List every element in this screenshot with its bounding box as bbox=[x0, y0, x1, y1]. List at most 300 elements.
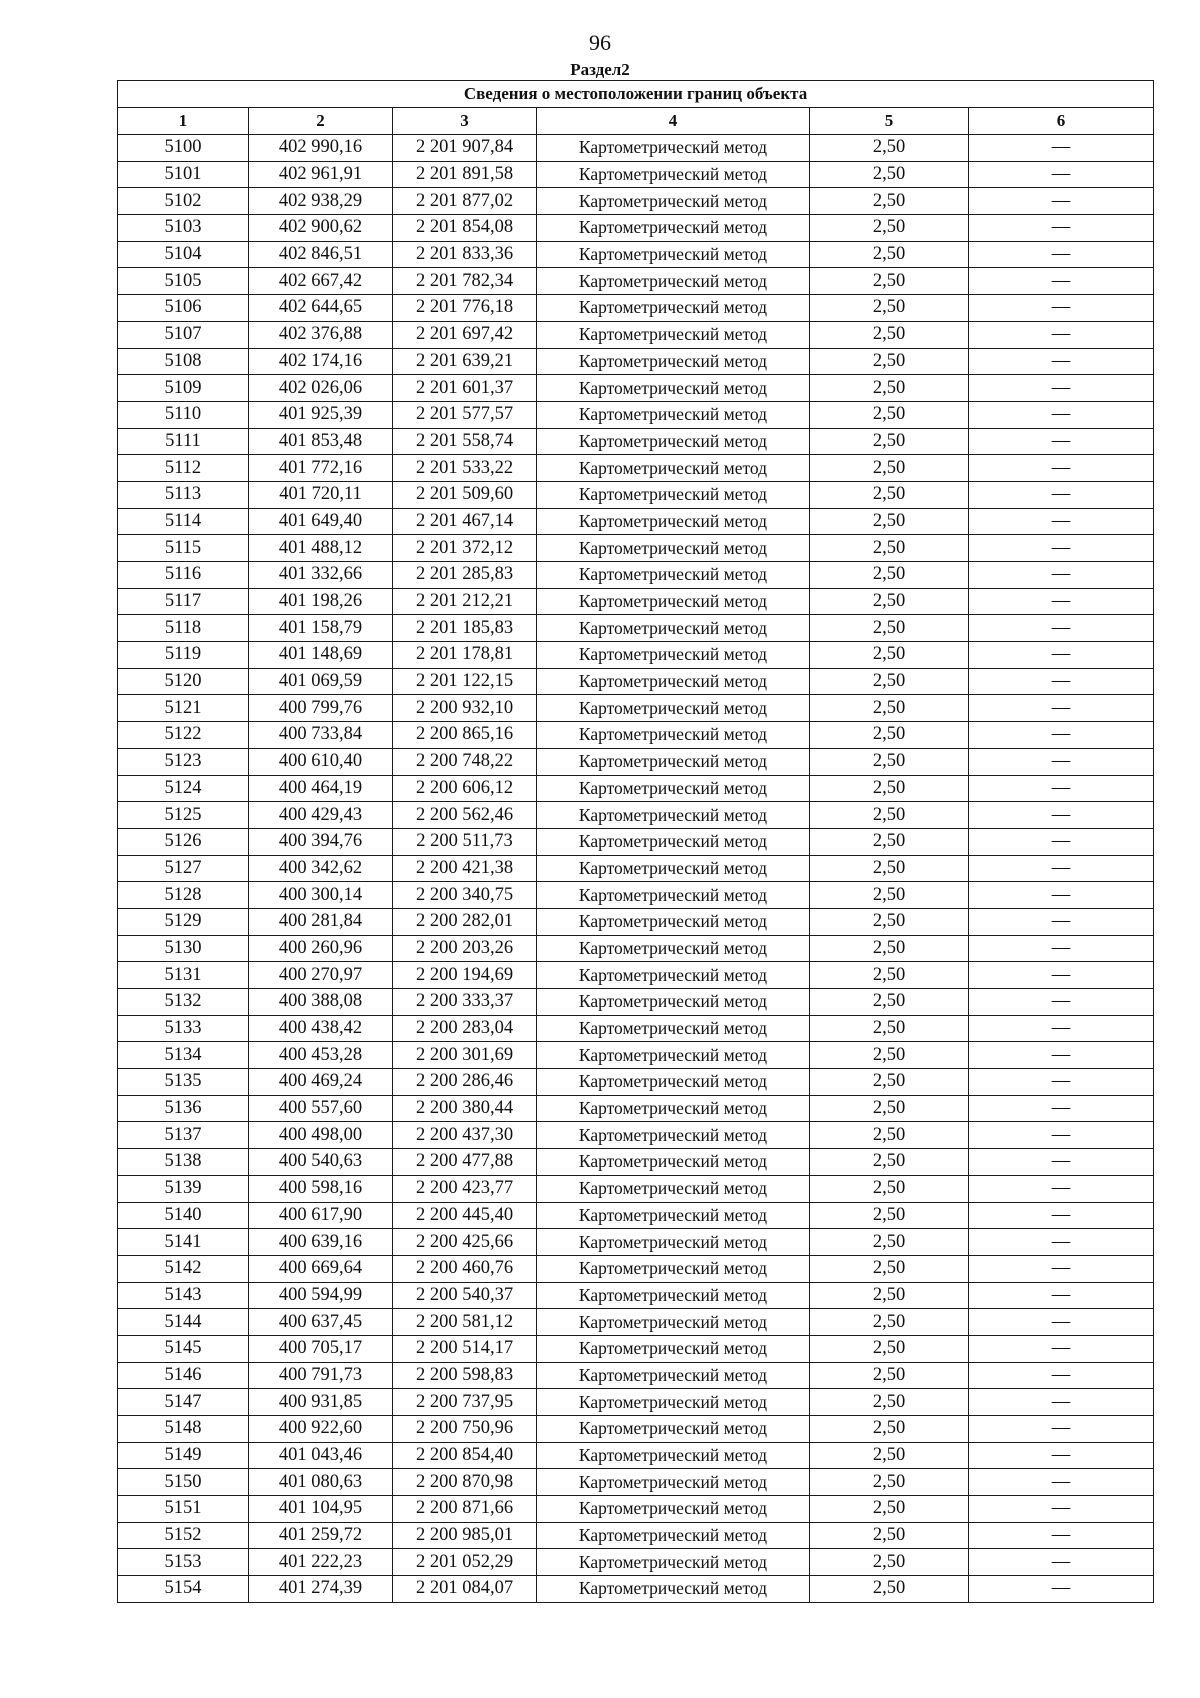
point-number-cell: 5111 bbox=[118, 428, 249, 455]
table-row bbox=[118, 908, 1154, 935]
table-row bbox=[118, 1549, 1154, 1576]
note-cell: — bbox=[969, 935, 1154, 962]
column-header: 3 bbox=[393, 108, 537, 135]
table-row bbox=[118, 1015, 1154, 1042]
table-row bbox=[118, 962, 1154, 989]
x-coordinate-cell: 400 260,96 bbox=[249, 935, 393, 962]
method-cell: Картометрический метод bbox=[537, 241, 810, 268]
accuracy-cell: 2,50 bbox=[810, 1255, 969, 1282]
x-coordinate-cell: 400 637,45 bbox=[249, 1309, 393, 1336]
x-coordinate-cell: 401 772,16 bbox=[249, 455, 393, 482]
note-cell: — bbox=[969, 1149, 1154, 1176]
y-coordinate-cell: 2 201 907,84 bbox=[393, 135, 537, 162]
method-cell: Картометрический метод bbox=[537, 1149, 810, 1176]
x-coordinate-cell: 402 644,65 bbox=[249, 295, 393, 322]
y-coordinate-cell: 2 200 286,46 bbox=[393, 1069, 537, 1096]
accuracy-cell: 2,50 bbox=[810, 1442, 969, 1469]
y-coordinate-cell: 2 200 194,69 bbox=[393, 962, 537, 989]
y-coordinate-cell: 2 200 606,12 bbox=[393, 775, 537, 802]
column-header: 6 bbox=[969, 108, 1154, 135]
method-cell: Картометрический метод bbox=[537, 455, 810, 482]
method-cell: Картометрический метод bbox=[537, 295, 810, 322]
table-row bbox=[118, 562, 1154, 589]
point-number-cell: 5115 bbox=[118, 535, 249, 562]
method-cell: Картометрический метод bbox=[537, 1442, 810, 1469]
table-row bbox=[118, 1362, 1154, 1389]
note-cell: — bbox=[969, 1202, 1154, 1229]
x-coordinate-cell: 401 649,40 bbox=[249, 508, 393, 535]
table-row bbox=[118, 1309, 1154, 1336]
table-row bbox=[118, 1069, 1154, 1096]
note-cell: — bbox=[969, 722, 1154, 749]
y-coordinate-cell: 2 201 212,21 bbox=[393, 588, 537, 615]
method-cell: Картометрический метод bbox=[537, 802, 810, 829]
table-row bbox=[118, 535, 1154, 562]
y-coordinate-cell: 2 200 340,75 bbox=[393, 882, 537, 909]
point-number-cell: 5133 bbox=[118, 1015, 249, 1042]
x-coordinate-cell: 402 846,51 bbox=[249, 241, 393, 268]
accuracy-cell: 2,50 bbox=[810, 215, 969, 242]
table-row bbox=[118, 1149, 1154, 1176]
accuracy-cell: 2,50 bbox=[810, 1576, 969, 1603]
point-number-cell: 5117 bbox=[118, 588, 249, 615]
point-number-cell: 5150 bbox=[118, 1469, 249, 1496]
method-cell: Картометрический метод bbox=[537, 1496, 810, 1523]
accuracy-cell: 2,50 bbox=[810, 722, 969, 749]
note-cell: — bbox=[969, 348, 1154, 375]
section-label: Раздел2 bbox=[570, 60, 630, 79]
x-coordinate-cell: 400 394,76 bbox=[249, 828, 393, 855]
note-cell: — bbox=[969, 455, 1154, 482]
table-row bbox=[118, 1522, 1154, 1549]
point-number-cell: 5121 bbox=[118, 695, 249, 722]
note-cell: — bbox=[969, 321, 1154, 348]
note-cell: — bbox=[969, 508, 1154, 535]
x-coordinate-cell: 402 376,88 bbox=[249, 321, 393, 348]
x-coordinate-cell: 400 388,08 bbox=[249, 989, 393, 1016]
y-coordinate-cell: 2 200 854,40 bbox=[393, 1442, 537, 1469]
y-coordinate-cell: 2 201 084,07 bbox=[393, 1576, 537, 1603]
note-cell: — bbox=[969, 615, 1154, 642]
y-coordinate-cell: 2 200 283,04 bbox=[393, 1015, 537, 1042]
point-number-cell: 5118 bbox=[118, 615, 249, 642]
method-cell: Картометрический метод bbox=[537, 1576, 810, 1603]
y-coordinate-cell: 2 200 985,01 bbox=[393, 1522, 537, 1549]
accuracy-cell: 2,50 bbox=[810, 1549, 969, 1576]
accuracy-cell: 2,50 bbox=[810, 775, 969, 802]
accuracy-cell: 2,50 bbox=[810, 828, 969, 855]
y-coordinate-cell: 2 201 122,15 bbox=[393, 668, 537, 695]
y-coordinate-cell: 2 201 697,42 bbox=[393, 321, 537, 348]
method-cell: Картометрический метод bbox=[537, 1255, 810, 1282]
method-cell: Картометрический метод bbox=[537, 1175, 810, 1202]
accuracy-cell: 2,50 bbox=[810, 1469, 969, 1496]
table-row bbox=[118, 401, 1154, 428]
x-coordinate-cell: 400 270,97 bbox=[249, 962, 393, 989]
accuracy-cell: 2,50 bbox=[810, 321, 969, 348]
y-coordinate-cell: 2 200 437,30 bbox=[393, 1122, 537, 1149]
method-cell: Картометрический метод bbox=[537, 428, 810, 455]
note-cell: — bbox=[969, 588, 1154, 615]
x-coordinate-cell: 400 498,00 bbox=[249, 1122, 393, 1149]
point-number-cell: 5114 bbox=[118, 508, 249, 535]
x-coordinate-cell: 401 259,72 bbox=[249, 1522, 393, 1549]
method-cell: Картометрический метод bbox=[537, 908, 810, 935]
accuracy-cell: 2,50 bbox=[810, 295, 969, 322]
accuracy-cell: 2,50 bbox=[810, 481, 969, 508]
point-number-cell: 5142 bbox=[118, 1255, 249, 1282]
table-row bbox=[118, 935, 1154, 962]
x-coordinate-cell: 401 925,39 bbox=[249, 401, 393, 428]
x-coordinate-cell: 401 104,95 bbox=[249, 1496, 393, 1523]
method-cell: Картометрический метод bbox=[537, 1335, 810, 1362]
x-coordinate-cell: 402 961,91 bbox=[249, 161, 393, 188]
accuracy-cell: 2,50 bbox=[810, 268, 969, 295]
note-cell: — bbox=[969, 1522, 1154, 1549]
table-row bbox=[118, 508, 1154, 535]
x-coordinate-cell: 401 198,26 bbox=[249, 588, 393, 615]
table-row bbox=[118, 1042, 1154, 1069]
table-row bbox=[118, 321, 1154, 348]
x-coordinate-cell: 400 639,16 bbox=[249, 1229, 393, 1256]
point-number-cell: 5136 bbox=[118, 1095, 249, 1122]
y-coordinate-cell: 2 200 581,12 bbox=[393, 1309, 537, 1336]
point-number-cell: 5134 bbox=[118, 1042, 249, 1069]
note-cell: — bbox=[969, 1255, 1154, 1282]
table-row bbox=[118, 1095, 1154, 1122]
column-header: 4 bbox=[537, 108, 810, 135]
point-number-cell: 5132 bbox=[118, 989, 249, 1016]
x-coordinate-cell: 400 598,16 bbox=[249, 1175, 393, 1202]
accuracy-cell: 2,50 bbox=[810, 989, 969, 1016]
point-number-cell: 5153 bbox=[118, 1549, 249, 1576]
x-coordinate-cell: 400 594,99 bbox=[249, 1282, 393, 1309]
table-row bbox=[118, 1255, 1154, 1282]
point-number-cell: 5129 bbox=[118, 908, 249, 935]
x-coordinate-cell: 401 158,79 bbox=[249, 615, 393, 642]
table-row bbox=[118, 642, 1154, 669]
x-coordinate-cell: 401 853,48 bbox=[249, 428, 393, 455]
method-cell: Картометрический метод bbox=[537, 161, 810, 188]
table-row bbox=[118, 188, 1154, 215]
x-coordinate-cell: 401 274,39 bbox=[249, 1576, 393, 1603]
method-cell: Картометрический метод bbox=[537, 348, 810, 375]
y-coordinate-cell: 2 200 871,66 bbox=[393, 1496, 537, 1523]
accuracy-cell: 2,50 bbox=[810, 962, 969, 989]
table-title: Сведения о местоположении границ объекта bbox=[118, 81, 1154, 108]
method-cell: Картометрический метод bbox=[537, 1069, 810, 1096]
column-header: 2 bbox=[249, 108, 393, 135]
boundary-coordinates-table bbox=[117, 80, 1154, 1603]
note-cell: — bbox=[969, 855, 1154, 882]
point-number-cell: 5106 bbox=[118, 295, 249, 322]
x-coordinate-cell: 400 342,62 bbox=[249, 855, 393, 882]
method-cell: Картометрический метод bbox=[537, 268, 810, 295]
accuracy-cell: 2,50 bbox=[810, 1282, 969, 1309]
note-cell: — bbox=[969, 1549, 1154, 1576]
table-row bbox=[118, 1442, 1154, 1469]
y-coordinate-cell: 2 200 865,16 bbox=[393, 722, 537, 749]
note-cell: — bbox=[969, 481, 1154, 508]
point-number-cell: 5119 bbox=[118, 642, 249, 669]
accuracy-cell: 2,50 bbox=[810, 1389, 969, 1416]
table-row bbox=[118, 375, 1154, 402]
table-row bbox=[118, 855, 1154, 882]
point-number-cell: 5139 bbox=[118, 1175, 249, 1202]
y-coordinate-cell: 2 200 477,88 bbox=[393, 1149, 537, 1176]
x-coordinate-cell: 400 705,17 bbox=[249, 1335, 393, 1362]
method-cell: Картометрический метод bbox=[537, 1282, 810, 1309]
method-cell: Картометрический метод bbox=[537, 668, 810, 695]
accuracy-cell: 2,50 bbox=[810, 1042, 969, 1069]
method-cell: Картометрический метод bbox=[537, 935, 810, 962]
x-coordinate-cell: 400 540,63 bbox=[249, 1149, 393, 1176]
note-cell: — bbox=[969, 428, 1154, 455]
y-coordinate-cell: 2 201 776,18 bbox=[393, 295, 537, 322]
table-row bbox=[118, 748, 1154, 775]
y-coordinate-cell: 2 201 639,21 bbox=[393, 348, 537, 375]
accuracy-cell: 2,50 bbox=[810, 1362, 969, 1389]
accuracy-cell: 2,50 bbox=[810, 748, 969, 775]
y-coordinate-cell: 2 201 533,22 bbox=[393, 455, 537, 482]
table-row bbox=[118, 695, 1154, 722]
method-cell: Картометрический метод bbox=[537, 588, 810, 615]
note-cell: — bbox=[969, 1335, 1154, 1362]
note-cell: — bbox=[969, 241, 1154, 268]
note-cell: — bbox=[969, 1069, 1154, 1096]
method-cell: Картометрический метод bbox=[537, 1202, 810, 1229]
accuracy-cell: 2,50 bbox=[810, 1202, 969, 1229]
y-coordinate-cell: 2 200 421,38 bbox=[393, 855, 537, 882]
accuracy-cell: 2,50 bbox=[810, 562, 969, 589]
accuracy-cell: 2,50 bbox=[810, 401, 969, 428]
table-row bbox=[118, 1469, 1154, 1496]
y-coordinate-cell: 2 200 748,22 bbox=[393, 748, 537, 775]
method-cell: Картометрический метод bbox=[537, 188, 810, 215]
x-coordinate-cell: 400 669,64 bbox=[249, 1255, 393, 1282]
table-row bbox=[118, 1282, 1154, 1309]
y-coordinate-cell: 2 201 833,36 bbox=[393, 241, 537, 268]
method-cell: Картометрический метод bbox=[537, 1095, 810, 1122]
accuracy-cell: 2,50 bbox=[810, 882, 969, 909]
note-cell: — bbox=[969, 215, 1154, 242]
method-cell: Картометрический метод bbox=[537, 882, 810, 909]
accuracy-cell: 2,50 bbox=[810, 1095, 969, 1122]
method-cell: Картометрический метод bbox=[537, 855, 810, 882]
point-number-cell: 5120 bbox=[118, 668, 249, 695]
method-cell: Картометрический метод bbox=[537, 695, 810, 722]
point-number-cell: 5144 bbox=[118, 1309, 249, 1336]
y-coordinate-cell: 2 200 282,01 bbox=[393, 908, 537, 935]
note-cell: — bbox=[969, 748, 1154, 775]
method-cell: Картометрический метод bbox=[537, 1389, 810, 1416]
table-row bbox=[118, 1496, 1154, 1523]
y-coordinate-cell: 2 200 460,76 bbox=[393, 1255, 537, 1282]
x-coordinate-cell: 401 222,23 bbox=[249, 1549, 393, 1576]
y-coordinate-cell: 2 200 737,95 bbox=[393, 1389, 537, 1416]
table-row bbox=[118, 241, 1154, 268]
column-header: 1 bbox=[118, 108, 249, 135]
note-cell: — bbox=[969, 1469, 1154, 1496]
note-cell: — bbox=[969, 135, 1154, 162]
table-row bbox=[118, 1122, 1154, 1149]
x-coordinate-cell: 400 733,84 bbox=[249, 722, 393, 749]
method-cell: Картометрический метод bbox=[537, 1469, 810, 1496]
table-row bbox=[118, 215, 1154, 242]
y-coordinate-cell: 2 200 423,77 bbox=[393, 1175, 537, 1202]
note-cell: — bbox=[969, 1095, 1154, 1122]
method-cell: Картометрический метод bbox=[537, 1042, 810, 1069]
x-coordinate-cell: 400 438,42 bbox=[249, 1015, 393, 1042]
y-coordinate-cell: 2 200 301,69 bbox=[393, 1042, 537, 1069]
point-number-cell: 5113 bbox=[118, 481, 249, 508]
accuracy-cell: 2,50 bbox=[810, 935, 969, 962]
method-cell: Картометрический метод bbox=[537, 1416, 810, 1443]
note-cell: — bbox=[969, 642, 1154, 669]
y-coordinate-cell: 2 201 877,02 bbox=[393, 188, 537, 215]
point-number-cell: 5122 bbox=[118, 722, 249, 749]
method-cell: Картометрический метод bbox=[537, 722, 810, 749]
method-cell: Картометрический метод bbox=[537, 508, 810, 535]
y-coordinate-cell: 2 201 558,74 bbox=[393, 428, 537, 455]
point-number-cell: 5105 bbox=[118, 268, 249, 295]
note-cell: — bbox=[969, 1122, 1154, 1149]
note-cell: — bbox=[969, 962, 1154, 989]
x-coordinate-cell: 400 610,40 bbox=[249, 748, 393, 775]
method-cell: Картометрический метод bbox=[537, 828, 810, 855]
table-row bbox=[118, 481, 1154, 508]
accuracy-cell: 2,50 bbox=[810, 188, 969, 215]
note-cell: — bbox=[969, 1042, 1154, 1069]
y-coordinate-cell: 2 201 185,83 bbox=[393, 615, 537, 642]
table-row bbox=[118, 1229, 1154, 1256]
x-coordinate-cell: 400 791,73 bbox=[249, 1362, 393, 1389]
accuracy-cell: 2,50 bbox=[810, 855, 969, 882]
x-coordinate-cell: 402 026,06 bbox=[249, 375, 393, 402]
note-cell: — bbox=[969, 802, 1154, 829]
y-coordinate-cell: 2 200 425,66 bbox=[393, 1229, 537, 1256]
note-cell: — bbox=[969, 1416, 1154, 1443]
accuracy-cell: 2,50 bbox=[810, 1015, 969, 1042]
note-cell: — bbox=[969, 1175, 1154, 1202]
point-number-cell: 5149 bbox=[118, 1442, 249, 1469]
table-row bbox=[118, 615, 1154, 642]
y-coordinate-cell: 2 200 511,73 bbox=[393, 828, 537, 855]
accuracy-cell: 2,50 bbox=[810, 615, 969, 642]
note-cell: — bbox=[969, 775, 1154, 802]
x-coordinate-cell: 400 453,28 bbox=[249, 1042, 393, 1069]
x-coordinate-cell: 400 281,84 bbox=[249, 908, 393, 935]
point-number-cell: 5110 bbox=[118, 401, 249, 428]
accuracy-cell: 2,50 bbox=[810, 1175, 969, 1202]
accuracy-cell: 2,50 bbox=[810, 1309, 969, 1336]
accuracy-cell: 2,50 bbox=[810, 375, 969, 402]
method-cell: Картометрический метод bbox=[537, 1015, 810, 1042]
point-number-cell: 5154 bbox=[118, 1576, 249, 1603]
point-number-cell: 5137 bbox=[118, 1122, 249, 1149]
y-coordinate-cell: 2 200 598,83 bbox=[393, 1362, 537, 1389]
point-number-cell: 5102 bbox=[118, 188, 249, 215]
accuracy-cell: 2,50 bbox=[810, 1122, 969, 1149]
accuracy-cell: 2,50 bbox=[810, 1069, 969, 1096]
accuracy-cell: 2,50 bbox=[810, 802, 969, 829]
accuracy-cell: 2,50 bbox=[810, 1496, 969, 1523]
y-coordinate-cell: 2 200 514,17 bbox=[393, 1335, 537, 1362]
table-row bbox=[118, 588, 1154, 615]
note-cell: — bbox=[969, 882, 1154, 909]
y-coordinate-cell: 2 201 467,14 bbox=[393, 508, 537, 535]
x-coordinate-cell: 401 488,12 bbox=[249, 535, 393, 562]
y-coordinate-cell: 2 201 509,60 bbox=[393, 481, 537, 508]
table-row bbox=[118, 802, 1154, 829]
accuracy-cell: 2,50 bbox=[810, 908, 969, 935]
note-cell: — bbox=[969, 375, 1154, 402]
table-row bbox=[118, 268, 1154, 295]
accuracy-cell: 2,50 bbox=[810, 135, 969, 162]
method-cell: Картометрический метод bbox=[537, 748, 810, 775]
accuracy-cell: 2,50 bbox=[810, 1335, 969, 1362]
point-number-cell: 5127 bbox=[118, 855, 249, 882]
page-number: 96 bbox=[589, 30, 611, 55]
accuracy-cell: 2,50 bbox=[810, 1416, 969, 1443]
accuracy-cell: 2,50 bbox=[810, 1522, 969, 1549]
table-row bbox=[118, 775, 1154, 802]
table-row bbox=[118, 989, 1154, 1016]
y-coordinate-cell: 2 201 854,08 bbox=[393, 215, 537, 242]
note-cell: — bbox=[969, 1282, 1154, 1309]
y-coordinate-cell: 2 201 285,83 bbox=[393, 562, 537, 589]
y-coordinate-cell: 2 200 540,37 bbox=[393, 1282, 537, 1309]
table-row bbox=[118, 828, 1154, 855]
x-coordinate-cell: 402 174,16 bbox=[249, 348, 393, 375]
column-header-row bbox=[118, 108, 1154, 135]
point-number-cell: 5116 bbox=[118, 562, 249, 589]
note-cell: — bbox=[969, 1309, 1154, 1336]
y-coordinate-cell: 2 200 445,40 bbox=[393, 1202, 537, 1229]
point-number-cell: 5107 bbox=[118, 321, 249, 348]
y-coordinate-cell: 2 200 203,26 bbox=[393, 935, 537, 962]
note-cell: — bbox=[969, 1015, 1154, 1042]
x-coordinate-cell: 401 332,66 bbox=[249, 562, 393, 589]
x-coordinate-cell: 401 043,46 bbox=[249, 1442, 393, 1469]
accuracy-cell: 2,50 bbox=[810, 668, 969, 695]
point-number-cell: 5135 bbox=[118, 1069, 249, 1096]
point-number-cell: 5125 bbox=[118, 802, 249, 829]
method-cell: Картометрический метод bbox=[537, 401, 810, 428]
x-coordinate-cell: 400 469,24 bbox=[249, 1069, 393, 1096]
table-row bbox=[118, 1416, 1154, 1443]
point-number-cell: 5138 bbox=[118, 1149, 249, 1176]
table-row bbox=[118, 882, 1154, 909]
point-number-cell: 5148 bbox=[118, 1416, 249, 1443]
note-cell: — bbox=[969, 668, 1154, 695]
note-cell: — bbox=[969, 295, 1154, 322]
method-cell: Картометрический метод bbox=[537, 642, 810, 669]
point-number-cell: 5147 bbox=[118, 1389, 249, 1416]
point-number-cell: 5100 bbox=[118, 135, 249, 162]
table-row bbox=[118, 722, 1154, 749]
note-cell: — bbox=[969, 1496, 1154, 1523]
note-cell: — bbox=[969, 695, 1154, 722]
table-row bbox=[118, 1576, 1154, 1603]
accuracy-cell: 2,50 bbox=[810, 348, 969, 375]
accuracy-cell: 2,50 bbox=[810, 1229, 969, 1256]
x-coordinate-cell: 402 667,42 bbox=[249, 268, 393, 295]
method-cell: Картометрический метод bbox=[537, 615, 810, 642]
point-number-cell: 5126 bbox=[118, 828, 249, 855]
x-coordinate-cell: 400 617,90 bbox=[249, 1202, 393, 1229]
point-number-cell: 5131 bbox=[118, 962, 249, 989]
